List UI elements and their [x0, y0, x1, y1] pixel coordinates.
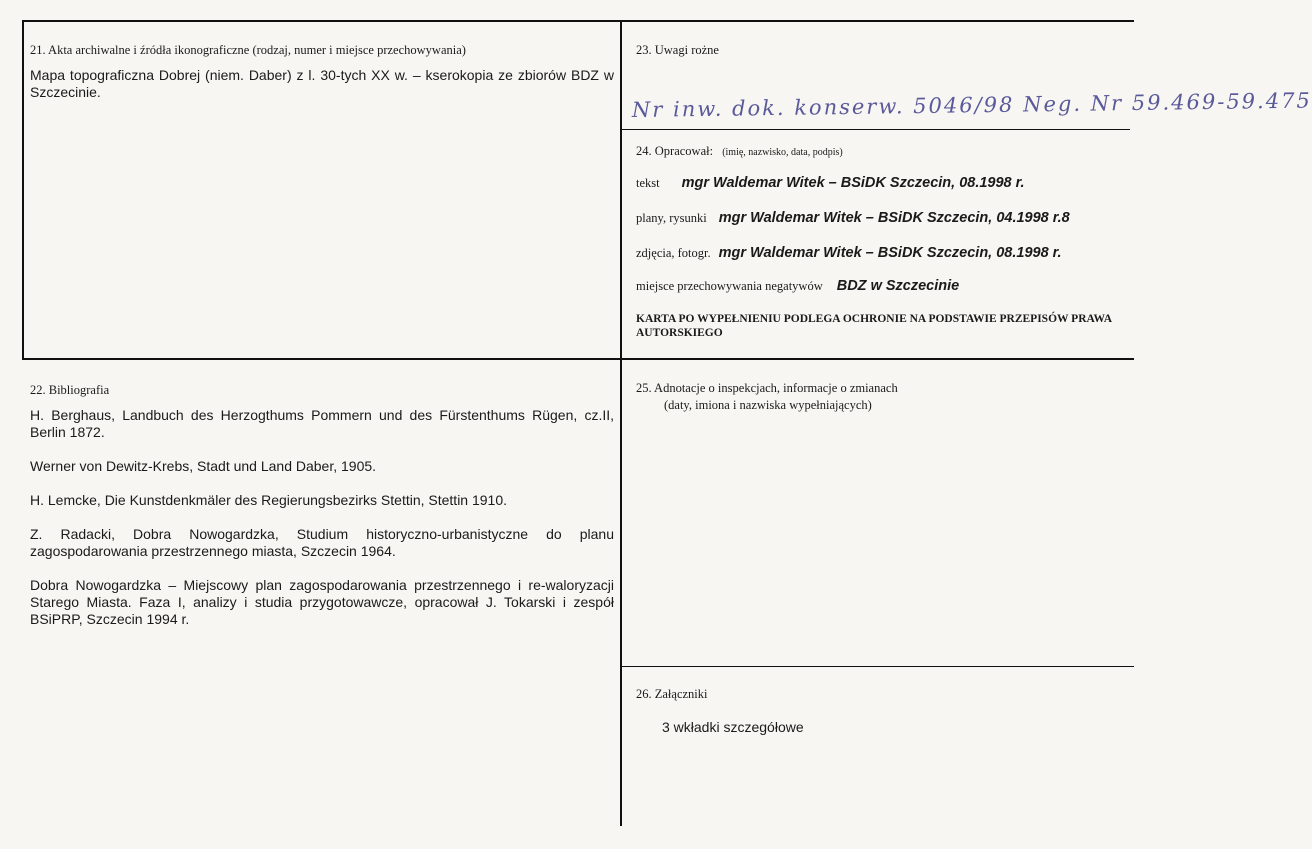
bibliography-entry: Z. Radacki, Dobra Nowogardzka, Studium historyczno-urbanistyczne do planu zagospodarowania przestrzennego miasta, Szczecin 1964.	[30, 526, 614, 559]
section25-subheading: (daty, imiona i nazwiska wypełniających)	[664, 398, 872, 412]
top-border	[22, 20, 1134, 22]
author-row-value: mgr Waldemar Witek – BSiDK Szczecin, 08.1998 r.	[681, 175, 1025, 191]
section25-heading: 25. Adnotacje o inspekcjach, informacje o zmianach	[636, 381, 898, 395]
author-row-photos	[636, 244, 1062, 262]
author-row-label: zdjęcia, fotogr.	[636, 246, 711, 260]
author-row-value: mgr Waldemar Witek – BSiDK Szczecin, 08.1998 r.	[718, 245, 1062, 261]
author-row-plans	[636, 209, 1070, 227]
section26-divider	[622, 666, 1134, 667]
author-row-negatives	[636, 277, 959, 295]
author-row-value: BDZ w Szczecinie	[836, 278, 960, 294]
bibliography-entry: H. Lemcke, Die Kunstdenkmäler des Regierungsbezirks Stettin, Stettin 1910.	[30, 492, 508, 508]
copyright-notice: KARTA PO WYPEŁNIENIU PODLEGA OCHRONIE NA PODSTAWIE PRZEPISÓW PRAWA AUTORSKIEGO	[636, 313, 1112, 339]
bibliography-entry: H. Berghaus, Landbuch des Herzogthums Pommern und des Fürstenthums Rügen, cz.II, Berlin 1872.	[30, 407, 614, 440]
section26-heading: 26. Załączniki	[636, 687, 708, 701]
author-row-label: tekst	[636, 176, 660, 190]
section23-heading: 23. Uwagi rożne	[636, 43, 719, 57]
bibliography-entry: Dobra Nowogardzka – Miejscowy plan zagospodarowania przestrzennego i re-waloryzacji Starego Miasta. Faza I, analizy i studia przygotowawcze, opracował J. Tokarski i zespół BSiPRP, Szczecin 1994 r.	[30, 577, 614, 627]
section24-heading-note: (imię, nazwisko, data, podpis)	[722, 147, 843, 158]
attachments-text: 3 wkładki szczegółowe	[662, 719, 804, 735]
handwritten-inventory-note: Nr inw. dok. konserw. 5046/98 Neg. Nr 59.469-59.475	[631, 88, 1312, 122]
author-row-value: mgr Waldemar Witek – BSiDK Szczecin, 04.1998 r.8	[718, 210, 1070, 226]
center-divider-vertical	[620, 20, 622, 826]
bibliography-list	[30, 407, 614, 645]
author-row-label: miejsce przechowywania negatywów	[636, 279, 823, 293]
author-row-label: plany, rysunki	[636, 211, 707, 225]
author-row-text	[636, 174, 1025, 192]
section21-text: Mapa topograficzna Dobrej (niem. Daber) z l. 30-tych XX w. – kserokopia ze zbiorów BDZ w Szczecinie.	[30, 67, 614, 100]
section22-heading: 22. Bibliografia	[30, 383, 110, 397]
middle-divider-horizontal	[22, 358, 1134, 360]
section21-heading: 21. Akta archiwalne i źródła ikonograficzne (rodzaj, numer i miejsce przechowywania)	[30, 43, 466, 57]
section24-heading	[636, 143, 843, 161]
left-border	[22, 20, 24, 360]
section24-heading-text: 24. Opracował:	[636, 144, 714, 158]
bibliography-entry: Werner von Dewitz-Krebs, Stadt und Land Daber, 1905.	[30, 458, 377, 474]
